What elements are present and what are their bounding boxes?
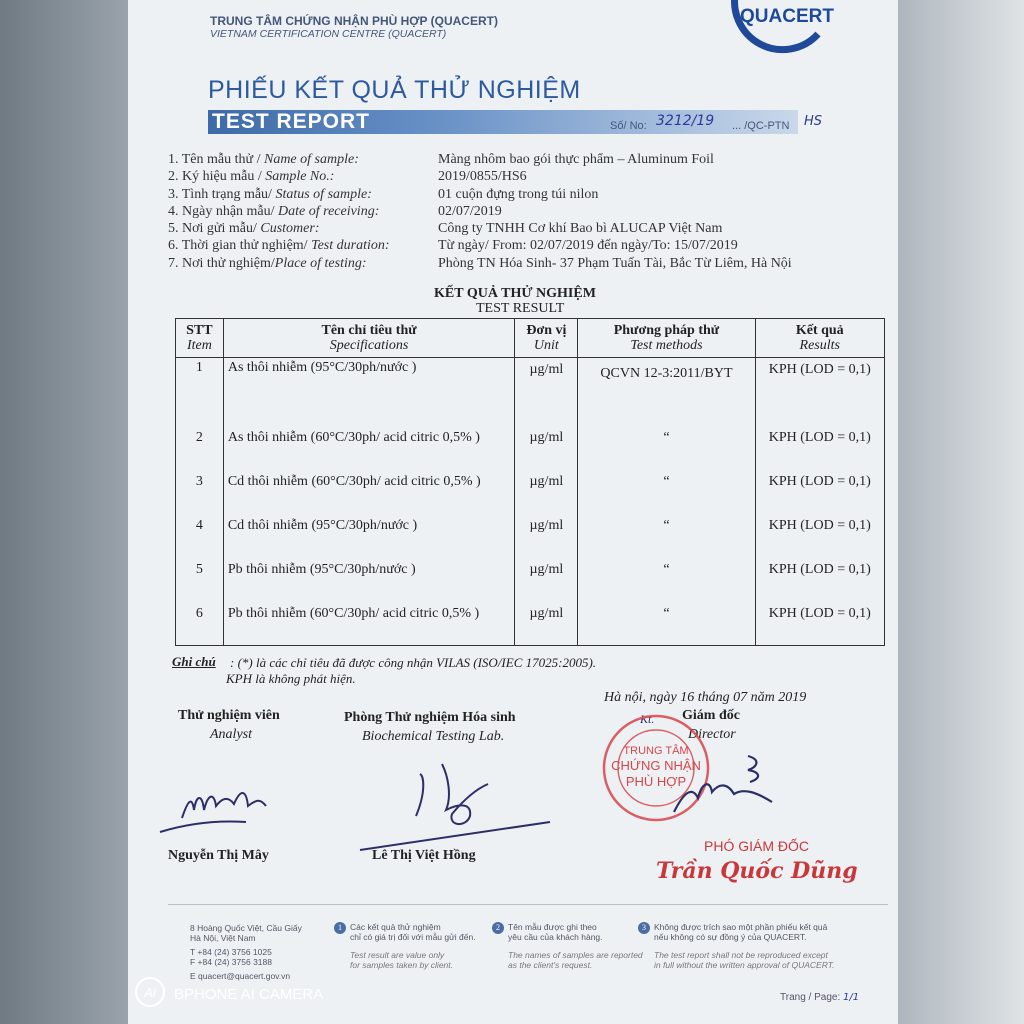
- cell-spec: As thôi nhiễm (60°C/30ph/ acid citric 0,5% ): [223, 430, 515, 474]
- background-left: [0, 0, 128, 1024]
- info-value: Phòng TN Hóa Sinh- 37 Phạm Tuấn Tài, Bắc Từ Liêm, Hà Nội: [438, 256, 792, 271]
- cell-result: KPH (LOD = 0,1): [755, 358, 884, 430]
- cell-stt: 6: [176, 606, 224, 646]
- table-row: [176, 606, 885, 646]
- camera-watermark: BPHONE AI CAMERA: [174, 986, 324, 1003]
- footer-icon-3: 3: [638, 922, 650, 934]
- cell-result: KPH (LOD = 0,1): [755, 518, 884, 562]
- footer-note-2: Tên mẫu được ghi theo yêu cầu của khách hàng. The names of samples are reported as the client's request.: [508, 922, 643, 970]
- director-signature: [664, 752, 784, 822]
- info-label: 4. Ngày nhận mẫu/ Date of receiving:: [168, 204, 380, 219]
- analyst-title-en: Analyst: [210, 727, 252, 742]
- lab-title-en: Biochemical Testing Lab.: [362, 729, 505, 744]
- col-header-stt: STT Item: [176, 319, 224, 358]
- info-value: Từ ngày/ From: 02/07/2019 đến ngày/To: 15/07/2019: [438, 238, 738, 253]
- cell-unit: µg/ml: [515, 562, 578, 606]
- info-value: 2019/0855/HS6: [438, 169, 527, 184]
- svg-text:Ai: Ai: [144, 985, 156, 1000]
- cell-stt: 5: [176, 562, 224, 606]
- cell-unit: µg/ml: [515, 430, 578, 474]
- table-row: [176, 518, 885, 562]
- report-number-label: Số/ No:: [610, 120, 647, 132]
- note-line-2: KPH là không phát hiện.: [226, 671, 356, 686]
- table-row: [176, 562, 885, 606]
- table-row: [176, 430, 885, 474]
- info-label: 3. Tình trạng mẫu/ Status of sample:: [168, 187, 372, 202]
- info-label: 6. Thời gian thử nghiệm/ Test duration:: [168, 238, 390, 253]
- info-value: 02/07/2019: [438, 204, 502, 219]
- cell-unit: µg/ml: [515, 474, 578, 518]
- cell-unit: µg/ml: [515, 518, 578, 562]
- footer-note-1: Các kết quả thử nghiệm chỉ có giá trị đối với mẫu gửi đến. Test result are value only for samples taken by client.: [350, 922, 476, 970]
- cell-spec: Cd thôi nhiễm (60°C/30ph/ acid citric 0,5% ): [223, 474, 515, 518]
- col-header-result: Kết quả Results: [755, 319, 884, 358]
- lab-signature: [354, 756, 554, 856]
- cell-method: “: [578, 518, 755, 562]
- logo-text: QUACERT: [740, 6, 834, 27]
- info-label: 5. Nơi gửi mẫu/ Customer:: [168, 221, 320, 236]
- report-number: 3212/19: [656, 113, 715, 129]
- analyst-signature: [156, 776, 316, 836]
- ai-camera-icon: [134, 976, 166, 1008]
- deputy-director-title: PHÓ GIÁM ĐỐC: [704, 838, 810, 854]
- page-number: Trang / Page: 1/1: [780, 992, 860, 1003]
- director-title-en: Director: [688, 727, 736, 742]
- cell-unit: µg/ml: [515, 606, 578, 646]
- footer-address: 8 Hoàng Quốc Việt, Cầu Giấy Hà Nội, Việt Nam T +84 (24) 3756 1025 F +84 (24) 3756 3188 E quacert@quacert.gov.vn: [190, 923, 302, 981]
- org-name-vn: TRUNG TÂM CHỨNG NHẬN PHÙ HỢP (QUACERT): [210, 14, 498, 28]
- deputy-director-name: Trần Quốc Dũng: [656, 858, 858, 884]
- report-title-en: TEST REPORT: [212, 110, 371, 133]
- info-label: 2. Ký hiệu mẫu / Sample No.:: [168, 169, 335, 184]
- info-value: Màng nhôm bao gói thực phẩm – Aluminum Foil: [438, 152, 714, 167]
- cell-method: QCVN 12-3:2011/BYT: [578, 358, 755, 430]
- cell-method: “: [578, 474, 755, 518]
- test-report-document: [128, 0, 898, 1024]
- result-table: [175, 318, 885, 646]
- col-header-unit: Đơn vị Unit: [515, 319, 578, 358]
- cell-method: “: [578, 606, 755, 646]
- cell-method: “: [578, 562, 755, 606]
- analyst-title: Thử nghiệm viên: [178, 708, 280, 723]
- cell-spec: Cd thôi nhiễm (95°C/30ph/nước ): [223, 518, 515, 562]
- director-title: Giám đốc: [682, 708, 740, 723]
- background-right: [898, 0, 1024, 1024]
- stamp-line-2: CHỨNG NHẬN: [611, 758, 701, 773]
- analyst-name: Nguyễn Thị Mây: [168, 848, 269, 863]
- col-header-method: Phương pháp thử Test methods: [578, 319, 755, 358]
- report-number-hs: HS: [804, 114, 823, 129]
- col-header-spec: Tên chỉ tiêu thử Specifications: [223, 319, 515, 358]
- table-header-row: [176, 319, 885, 358]
- lab-title: Phòng Thử nghiệm Hóa sinh: [344, 710, 516, 725]
- footer-icon-1: 1: [334, 922, 346, 934]
- info-label: 7. Nơi thử nghiệm/Place of testing:: [168, 256, 367, 271]
- lab-name: Lê Thị Việt Hồng: [372, 848, 476, 863]
- cell-spec: As thôi nhiễm (95°C/30ph/nước ): [223, 358, 515, 430]
- stamp-line-1: TRUNG TÂM: [623, 745, 689, 757]
- cell-stt: 4: [176, 518, 224, 562]
- cell-stt: 2: [176, 430, 224, 474]
- cell-result: KPH (LOD = 0,1): [755, 562, 884, 606]
- cell-spec: Pb thôi nhiễm (95°C/30ph/nước ): [223, 562, 515, 606]
- cell-method: “: [578, 430, 755, 474]
- info-value: Công ty TNHH Cơ khí Bao bì ALUCAP Việt Nam: [438, 221, 723, 236]
- cell-result: KPH (LOD = 0,1): [755, 606, 884, 646]
- cell-unit: µg/ml: [515, 358, 578, 430]
- stamp-line-3: PHÙ HỢP: [625, 774, 687, 789]
- note-label: Ghi chú: [172, 654, 216, 669]
- cell-result: KPH (LOD = 0,1): [755, 430, 884, 474]
- director-prefix: Kt.: [640, 712, 655, 726]
- org-name-en: VIETNAM CERTIFICATION CENTRE (QUACERT): [210, 28, 447, 40]
- cell-stt: 1: [176, 358, 224, 430]
- cell-spec: Pb thôi nhiễm (60°C/30ph/ acid citric 0,5% ): [223, 606, 515, 646]
- note-line-1: : (*) là các chỉ tiêu đã được công nhận VILAS (ISO/IEC 17025:2005).: [230, 655, 597, 670]
- result-title-en: TEST RESULT: [476, 301, 565, 316]
- footer-icon-2: 2: [492, 922, 504, 934]
- report-number-suffix: ... /QC-PTN: [732, 120, 790, 132]
- info-value: 01 cuộn đựng trong túi nilon: [438, 187, 599, 202]
- issue-date: Hà nội, ngày 16 tháng 07 năm 2019: [604, 690, 807, 705]
- table-row: [176, 474, 885, 518]
- footer-divider: [168, 904, 888, 905]
- info-label: 1. Tên mẫu thử / Name of sample:: [168, 152, 359, 167]
- footer-note-3: Không được trích sao một phần phiếu kết quả nếu không có sự đồng ý của QUACERT. The test report shall not be reproduced except in full without the written approval of QUACERT.: [654, 922, 835, 970]
- table-row: [176, 358, 885, 430]
- cell-result: KPH (LOD = 0,1): [755, 474, 884, 518]
- report-title-vn: PHIẾU KẾT QUẢ THỬ NGHIỆM: [208, 76, 581, 104]
- cell-stt: 3: [176, 474, 224, 518]
- result-title-vn: KẾT QUẢ THỬ NGHIỆM: [434, 286, 596, 301]
